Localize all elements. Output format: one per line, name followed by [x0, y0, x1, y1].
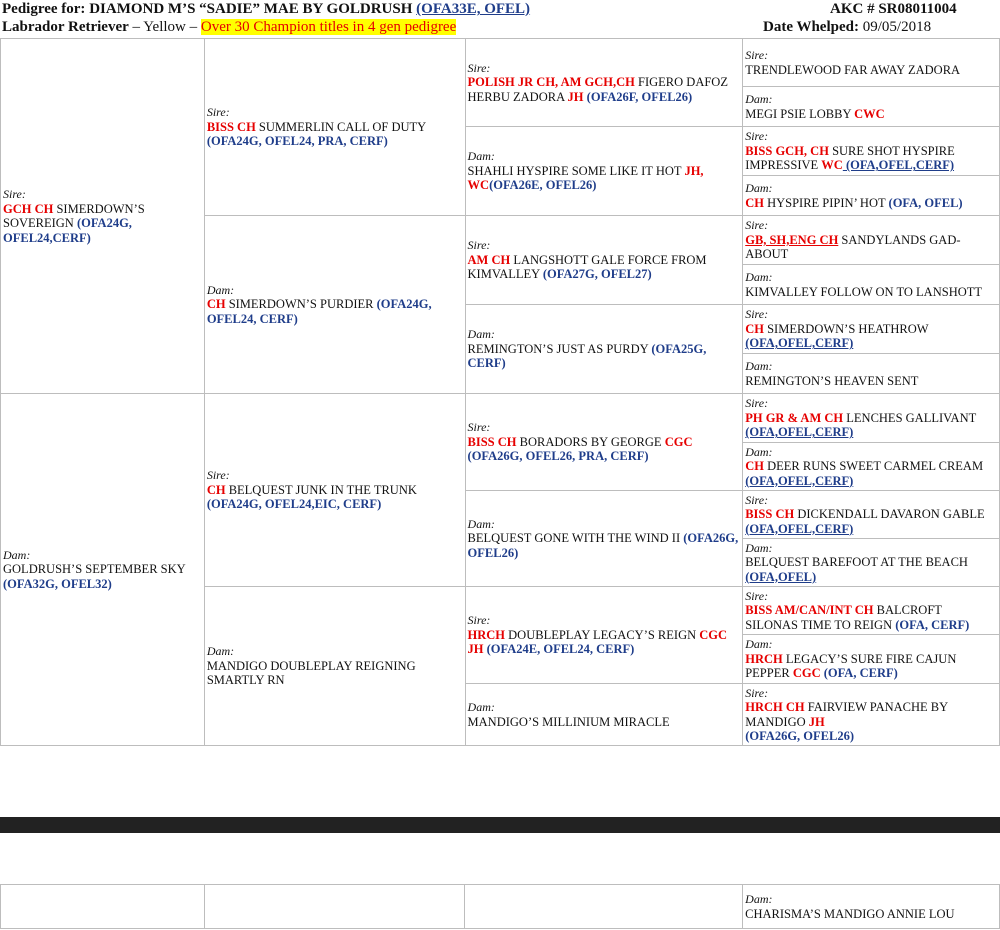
continuation-table	[0, 884, 1000, 929]
dog-name: DICKENDALL DAVARON GABLE	[794, 507, 985, 522]
health-clearances: (OFA,OFEL)	[745, 569, 817, 584]
gen3-cell	[465, 216, 743, 305]
gen3-cell	[465, 491, 743, 587]
pedigree-prefix: Pedigree for:	[2, 1, 90, 17]
health-clearances: (OFA, OFEL)	[888, 195, 963, 210]
gen4-cell	[743, 39, 1000, 87]
suffix-title: JH	[808, 714, 825, 729]
dam-label: Dam:	[745, 270, 773, 284]
health-clearances: (OFA32G, OFEL32)	[3, 576, 112, 591]
title: CH	[206, 482, 226, 497]
gen4-cell	[743, 354, 1000, 394]
dog-name: DEER RUNS SWEET CARMEL CREAM	[763, 459, 984, 474]
dog-name: CHARISMA’S MANDIGO ANNIE LOU	[745, 906, 955, 921]
health-clearances: (OFA24E, OFEL24, CERF)	[483, 642, 635, 657]
pedigree-table	[0, 38, 1000, 746]
dog-name: MANDIGO’S MILLINIUM MIRACLE	[467, 714, 670, 729]
gen4-cell	[743, 87, 1000, 127]
sire-label: Sire:	[745, 588, 769, 603]
health-clearances: (OFA26G, OFEL26)	[467, 531, 739, 560]
dog-name: LEGACY’S SURE FIRE CAJUN PEPPER	[745, 651, 957, 681]
health-clearances: (OFA27G, OFEL27)	[542, 267, 652, 282]
health-clearances: (OFA26F, OFEL26)	[583, 89, 693, 104]
health-clearances: (OFA,OFEL,CERF)	[745, 521, 854, 536]
title: BISS GCH, CH	[745, 143, 829, 158]
health-clearances: (OFA26G, OFEL26)	[745, 729, 855, 743]
sire-label: Sire:	[206, 468, 230, 483]
gen4-cell	[743, 635, 1000, 684]
sire-label: Sire:	[206, 105, 230, 120]
dog-name: HYSPIRE PIPIN’ HOT	[763, 195, 889, 210]
sire-label: Sire:	[745, 685, 769, 700]
dam-label: Dam:	[467, 327, 495, 342]
dog-name: BALCROFT SILONAS TIME TO REIGN	[745, 603, 942, 632]
dog-name: SUMMERLIN CALL OF DUTY	[255, 119, 426, 134]
title: POLISH JR CH, AM GCH,CH	[467, 75, 635, 90]
health-clearances: (OFA26E, OFEL26)	[489, 178, 597, 193]
suffix-title: WC	[821, 158, 843, 173]
sire-label: Sire:	[745, 218, 769, 233]
health-clearances: (OFA,OFEL,CERF)	[745, 425, 854, 440]
gen3-cell	[465, 127, 743, 216]
gen2-dam-cell	[204, 216, 465, 394]
dog-name: MEGI PSIE LOBBY	[745, 106, 855, 121]
breed: Labrador Retriever	[2, 19, 129, 35]
dam-label: Dam:	[467, 516, 495, 531]
empty-cell	[465, 885, 743, 929]
health-clearances: (OFA,OFEL,CERF)	[745, 473, 854, 488]
suffix-title: CGC	[664, 434, 693, 449]
dam-label: Dam:	[745, 540, 773, 555]
empty-cell	[1, 885, 205, 929]
dam-label: Dam:	[745, 359, 773, 373]
dog-name: SIMERDOWN’S PURDIER	[225, 297, 377, 312]
gen2-dam-cell	[204, 587, 465, 746]
dog-health-link[interactable]: (OFA33E, OFEL)	[416, 1, 531, 17]
suffix-title: CGC JH	[467, 627, 728, 657]
dam-label: Dam:	[745, 892, 773, 906]
health-clearances: (OFA,OFEL,CERF)	[842, 158, 955, 173]
health-clearances: (OFA24G, OFEL24, CERF)	[206, 297, 432, 326]
gen4-cell	[743, 885, 1000, 929]
dog-name: LENCHES GALLIVANT	[843, 410, 977, 425]
health-clearances: (OFA24G, OFEL24,CERF)	[3, 216, 132, 245]
akc-number: AKC # SR08011004	[830, 1, 957, 17]
gen2-sire-cell	[204, 394, 465, 587]
title: CH	[745, 459, 764, 474]
dog-name: KIMVALLEY FOLLOW ON TO LANSHOTT	[745, 284, 983, 299]
dog-name: BELQUEST JUNK IN THE TRUNK	[225, 482, 417, 497]
header-line-2	[2, 18, 456, 36]
dog-name: BELQUEST GONE WITH THE WIND II	[467, 531, 684, 546]
gen3-cell	[465, 394, 743, 491]
title: AM CH	[467, 252, 511, 267]
title: CH	[745, 321, 764, 336]
dam-label: Dam:	[3, 547, 31, 562]
empty-cell	[204, 885, 465, 929]
gen4-cell	[743, 176, 1000, 216]
sire-label: Sire:	[745, 307, 769, 322]
title: HRCH CH	[745, 700, 805, 714]
gen4-cell	[743, 491, 1000, 539]
dog-name: SHAHLI HYSPIRE SOME LIKE IT HOT	[467, 163, 685, 178]
health-clearances: (OFA, CERF)	[895, 617, 970, 632]
dog-name: SIMERDOWN’S HEATHROW	[763, 321, 929, 336]
color-sep: – Yellow –	[128, 19, 201, 35]
sire-label: Sire:	[467, 238, 491, 253]
dog-name: DOUBLEPLAY LEGACY’S REIGN	[505, 627, 700, 642]
dam-label: Dam:	[745, 92, 773, 106]
title: BISS CH	[467, 434, 517, 449]
gen4-cell	[743, 539, 1000, 587]
sire-label: Sire:	[467, 613, 491, 628]
gen3-cell	[465, 684, 743, 746]
sire-label: Sire:	[745, 129, 769, 144]
gen3-cell	[465, 39, 743, 127]
dog-name: BORADORS BY GEORGE	[516, 434, 665, 449]
dog-name: REMINGTON’S JUST AS PURDY	[467, 341, 652, 356]
gen3-cell	[465, 305, 743, 394]
title: GB, SH,ENG CH	[745, 232, 839, 247]
gen4-cell	[743, 684, 1000, 746]
sire-label: Sire:	[467, 60, 491, 75]
whelped-value: 09/05/2018	[858, 19, 932, 35]
suffix-title: CWC	[854, 106, 885, 121]
suffix-title: JH	[567, 89, 584, 104]
health-clearances: (OFA24G, OFEL24, PRA, CERF)	[206, 134, 388, 149]
dog-name: FAIRVIEW PANACHE BY MANDIGO	[745, 700, 948, 729]
gen4-cell	[743, 305, 1000, 354]
dog-name: MANDIGO DOUBLEPLAY REIGNING SMARTLY RN	[206, 658, 416, 688]
title: BISS CH	[206, 119, 256, 134]
dam-label: Dam:	[745, 444, 773, 459]
dam-label: Dam:	[467, 700, 495, 714]
champion-highlight: Over 30 Champion titles in 4 gen pedigree	[200, 19, 457, 35]
title: HRCH	[745, 651, 783, 666]
gen1-sire-cell	[1, 39, 205, 394]
gen2-sire-cell	[204, 39, 465, 216]
gen3-cell	[465, 587, 743, 684]
dam-label: Dam:	[206, 282, 235, 297]
dog-name: LANGSHOTT GALE FORCE FROM KIMVALLEY	[467, 252, 707, 282]
sire-label: Sire:	[467, 420, 491, 435]
title: BISS CH	[745, 507, 795, 522]
dog-name: SIMERDOWN’S SOVEREIGN	[3, 201, 145, 230]
dam-label: Dam:	[467, 149, 495, 164]
title: CH	[206, 297, 226, 312]
gen4-cell	[743, 127, 1000, 176]
gen4-cell	[743, 216, 1000, 265]
header-line-1	[2, 0, 530, 18]
sire-label: Sire:	[3, 187, 26, 201]
health-clearances: (OFA,OFEL,CERF)	[745, 336, 854, 351]
title: GCH CH	[3, 201, 54, 216]
title: BISS AM/CAN/INT CH	[745, 603, 874, 618]
dam-label: Dam:	[745, 637, 773, 652]
gen4-cell	[743, 587, 1000, 635]
sire-label: Sire:	[745, 492, 769, 507]
dam-label: Dam:	[206, 644, 235, 659]
dog-name: BELQUEST BAREFOOT AT THE BEACH	[745, 555, 968, 570]
page-divider-bar	[0, 817, 1000, 833]
dog-name: FIGERO DAFOZ HERBU ZADORA	[467, 75, 728, 104]
dog-name: SURE SHOT HYSPIRE IMPRESSIVE	[745, 143, 955, 173]
dog-name: DIAMOND M’S “SADIE” MAE BY GOLDRUSH	[89, 1, 417, 17]
health-clearances: (OFA24G, OFEL24,EIC, CERF)	[206, 497, 382, 512]
gen1-dam-cell	[1, 394, 205, 746]
health-clearances: (OFA, CERF)	[820, 666, 898, 681]
sire-label: Sire:	[745, 396, 769, 411]
suffix-title: JH, WC	[467, 163, 704, 193]
dam-label: Dam:	[745, 181, 773, 195]
whelped-label: Date Whelped:	[763, 19, 859, 35]
gen4-cell	[743, 394, 1000, 443]
suffix-title: CGC	[792, 666, 821, 681]
gen4-cell	[743, 443, 1000, 491]
dog-name: TRENDLEWOOD FAR AWAY ZADORA	[745, 62, 961, 77]
dog-name: GOLDRUSH’S SEPTEMBER SKY	[3, 562, 186, 577]
sire-label: Sire:	[745, 48, 769, 62]
health-clearances: (OFA26G, OFEL26, PRA, CERF)	[467, 449, 649, 464]
gen4-cell	[743, 265, 1000, 305]
title: CH	[745, 195, 764, 210]
title: PH GR & AM CH	[745, 410, 844, 425]
title: HRCH	[467, 627, 506, 642]
health-clearances: (OFA25G, CERF)	[467, 341, 707, 371]
dog-name: SANDYLANDS GAD-ABOUT	[745, 232, 961, 262]
dog-name: REMINGTON’S HEAVEN SENT	[745, 373, 919, 388]
